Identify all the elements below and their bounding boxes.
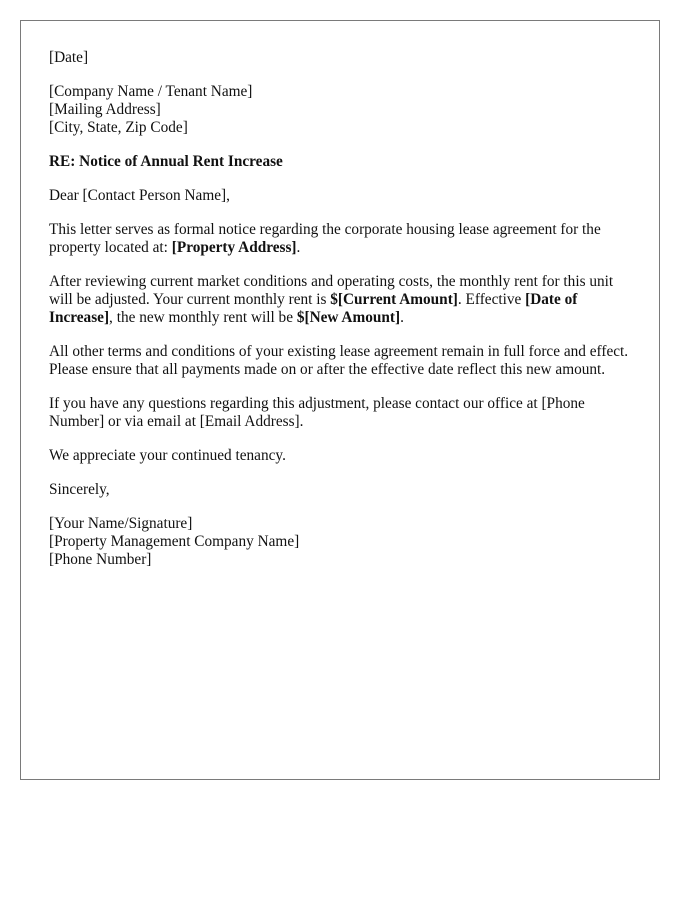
signature-phone: [Phone Number]	[49, 551, 152, 568]
paragraph-rent-text-2: . Effective	[457, 291, 526, 308]
letter-page	[20, 20, 660, 780]
new-amount: $[New Amount]	[296, 309, 401, 326]
paragraph-rent	[49, 273, 631, 327]
paragraph-rent-text-3: , the new monthly rent will be	[109, 309, 297, 326]
date-of-increase: [Date of Increase]	[49, 291, 578, 326]
property-address: [Property Address]	[171, 239, 297, 256]
recipient-mailing-address: [Mailing Address]	[49, 101, 161, 118]
paragraph-property-end: .	[296, 239, 301, 256]
recipient-address	[49, 83, 631, 137]
paragraph-appreciation: We appreciate your continued tenancy.	[49, 447, 286, 464]
paragraph-contact: If you have any questions regarding this adjustment, please contact our office at [Phone Number] or via email at [Email Address].	[49, 395, 585, 430]
subject-line: RE: Notice of Annual Rent Increase	[49, 153, 283, 170]
signature-company: [Property Management Company Name]	[49, 533, 300, 550]
recipient-city-state-zip: [City, State, Zip Code]	[49, 119, 188, 136]
salutation: Dear [Contact Person Name],	[49, 187, 230, 204]
paragraph-terms: All other terms and conditions of your existing lease agreement remain in full force and effect. Please ensure that all payments made on or after the effective date reflect this new amount.	[49, 343, 629, 378]
paragraph-rent-text-1: After reviewing current market conditions and operating costs, the monthly rent for this unit will be adjusted. Your current monthly rent is	[49, 273, 614, 308]
date-text: [Date]	[49, 49, 89, 66]
recipient-name: [Company Name / Tenant Name]	[49, 83, 253, 100]
signature-name: [Your Name/Signature]	[49, 515, 193, 532]
paragraph-property	[49, 221, 631, 257]
signature-block	[49, 515, 631, 569]
closing: Sincerely,	[49, 481, 110, 498]
paragraph-property-text: This letter serves as formal notice regarding the corporate housing lease agreement for the property located at:	[49, 221, 601, 256]
letter-date	[49, 49, 631, 67]
current-amount: $[Current Amount]	[330, 291, 458, 308]
paragraph-rent-end: .	[400, 309, 404, 326]
